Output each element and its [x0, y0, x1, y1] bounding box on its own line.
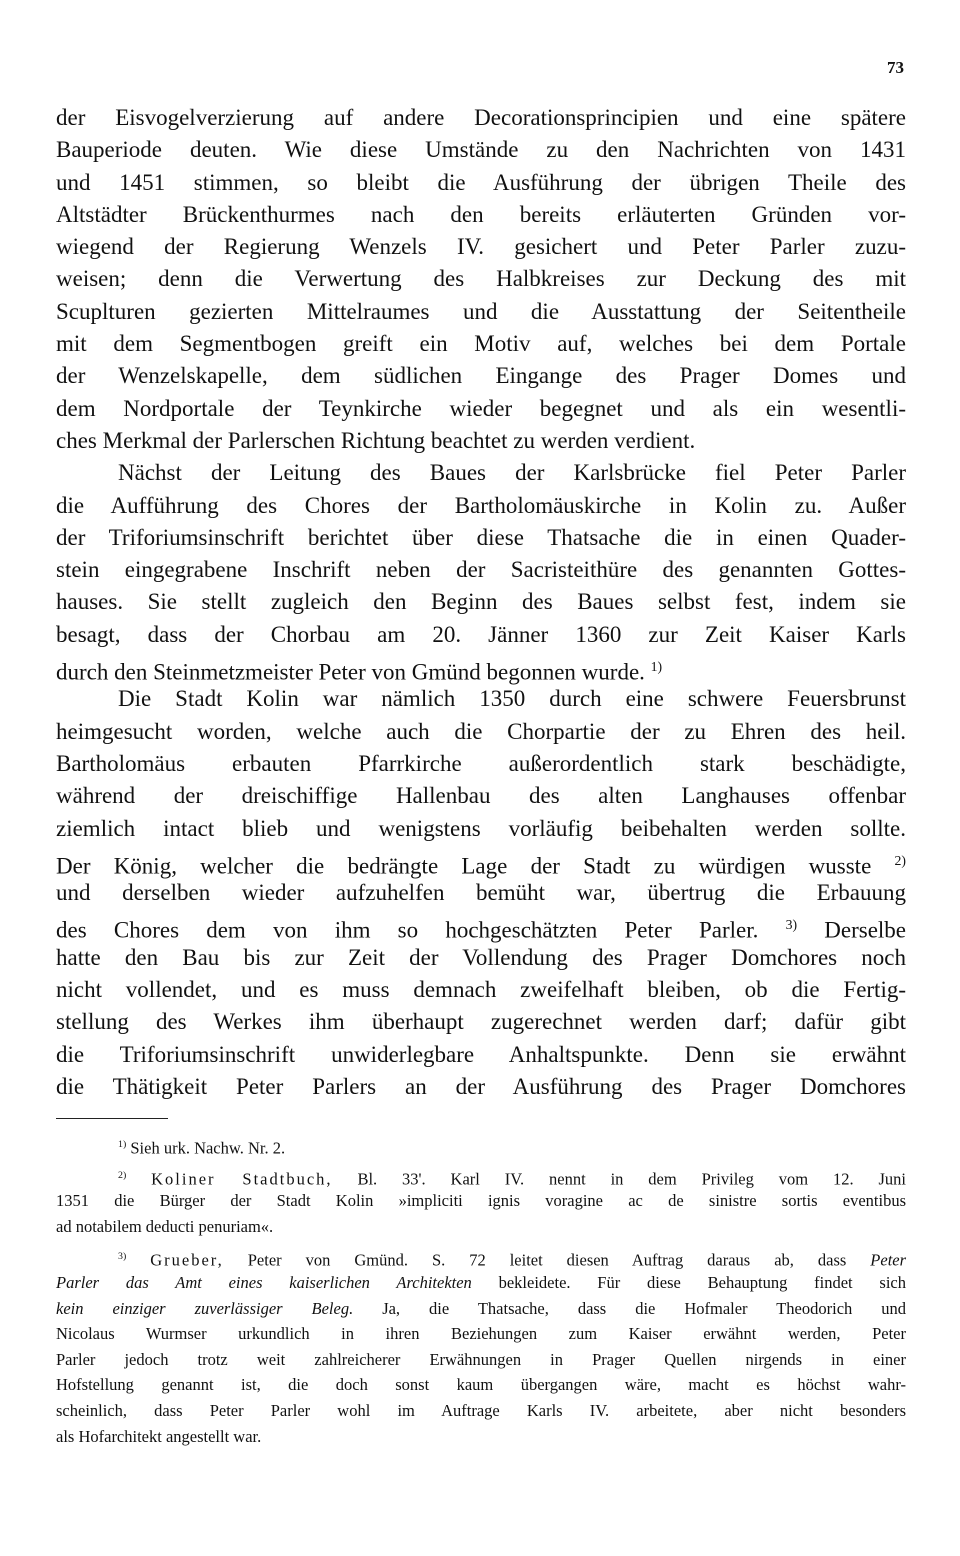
footnote-mark: 3)	[118, 1251, 127, 1263]
text-line: der Triforiumsinschrift berichtet über diese Thatsache die in einen Quader-	[56, 524, 906, 550]
footnote-line: 1351 die Bürger der Stadt Kolin »impliciti ignis voragine ac de sinistre sortis eventibus	[56, 1191, 906, 1211]
footnote-text: Bl. 33'. Karl IV. nennt in dem Privileg vom 12. Juni	[357, 1169, 906, 1189]
footnote-line: als Hofarchitekt angestellt war.	[56, 1426, 262, 1446]
footnote-mark: 2)	[118, 1169, 127, 1181]
text-line: stein eingegrabene Inschrift neben der Sacristeithüre des genannten Gottes-	[56, 557, 906, 583]
footnote-italic: Peter	[870, 1250, 907, 1270]
footnote-text: Ja, die Thatsache, dass die Hofmaler Theodorich und	[382, 1298, 906, 1318]
text-segment: des Chores dem von ihm so hochgeschätzten Peter Parler.	[56, 918, 759, 944]
text-line: dem Nordportale der Teynkirche wieder begegnet und als ein wesentli-	[56, 395, 906, 421]
text-line: Nächst der Leitung des Baues der Karlsbrücke fiel Peter Parler	[118, 460, 906, 486]
text-line: und 1451 stimmen, so bleibt die Ausführung der übrigen Theile des	[56, 169, 906, 195]
footnote-3	[56, 1244, 906, 1270]
footnote-author: Koliner Stadtbuch,	[151, 1169, 333, 1189]
text-line: Die Stadt Kolin war nämlich 1350 durch eine schwere Feuersbrunst	[118, 686, 906, 712]
text-line: und derselben wieder aufzuhelfen bemüht war, übertrug die Erbauung	[56, 880, 906, 906]
footnote-ref: 2)	[894, 852, 906, 868]
page-number: 73	[887, 58, 904, 77]
text-line-with-ref	[56, 909, 907, 944]
footnote-text: bekleidete. Für diese Behauptung findet sich	[498, 1272, 906, 1292]
text-line: besagt, dass der Chorbau am 20. Jänner 1360 zur Zeit Kaiser Karls	[56, 621, 906, 647]
footnote-line: Hofstellung genannt ist, die doch sonst kaum übergangen wäre, macht es höchst wahr-	[56, 1375, 906, 1395]
footnotes	[56, 1132, 906, 1449]
footnote-author: Grueber,	[150, 1250, 224, 1270]
main-text	[56, 102, 906, 1103]
text-line: stellung des Werkes ihm überhaupt zugerechnet werden darf; dafür gibt	[56, 1009, 906, 1035]
text-line: ziemlich intact blieb und wenigstens vorläufig beibehalten werden sollte.	[56, 815, 906, 841]
footnote-line: scheinlich, dass Peter Parler wohl im Auftrage Karls IV. arbeitete, aber nicht besonders	[56, 1400, 906, 1420]
text-segment: Derselbe	[824, 918, 907, 944]
text-line: die Triforiumsinschrift unwiderlegbare Anhaltspunkte. Denn sie erwähnt	[56, 1041, 906, 1067]
footnote-italic: Parler das Amt eines kaiserlichen Architekten	[56, 1272, 472, 1292]
footnote-ref: 1)	[650, 659, 663, 675]
text-line: Bauperiode deuten. Wie diese Umstände zu den Nachrichten von 1431	[56, 137, 906, 163]
footnote-1	[56, 1132, 906, 1158]
text-line: während der dreischiffige Hallenbau des alten Langhauses offenbar	[56, 783, 906, 809]
footnote-ref: 3)	[785, 917, 798, 933]
text-line: nicht vollendet, und es muss demnach zweifelhaft bleiben, ob die Fertig-	[56, 977, 906, 1003]
text-segment: Der König, welcher die bedrängte Lage der Stadt zu würdigen wusste	[56, 853, 872, 879]
text-line: ches Merkmal der Parlerschen Richtung beachtet zu werden verdient.	[56, 427, 696, 453]
text-line: der Eisvogelverzierung auf andere Decorationsprincipien und eine spätere	[56, 105, 906, 130]
footnote-divider	[56, 1118, 168, 1119]
text-line: heimgesucht worden, welche auch die Chorpartie der zu Ehren des heil.	[56, 718, 906, 744]
text-line: die Thätigkeit Peter Parlers an der Ausführung des Prager Domchores	[56, 1073, 906, 1099]
footnote-line: Parler jedoch trotz weit zahlreicherer Erwähnungen in Prager Quellen nirgends in einer	[56, 1349, 906, 1369]
text-line: weisen; denn die Verwertung des Halbkreises zur Deckung des mit	[56, 266, 906, 292]
text-line: der Wenzelskapelle, dem südlichen Eingange des Prager Domes und	[56, 363, 906, 389]
text-line: die Aufführung des Chores der Bartholomäuskirche in Kolin zu. Außer	[56, 492, 906, 518]
text-line-with-ref	[56, 651, 906, 683]
footnote-italic: kein einziger zuverlässiger Beleg.	[56, 1298, 354, 1318]
text-segment: durch den Steinmetzmeister Peter von Gmünd begonnen wurde.	[56, 659, 645, 685]
footnote-text: Sieh urk. Nachw. Nr. 2.	[130, 1138, 286, 1158]
text-line: hatte den Bau bis zur Zeit der Vollendung des Prager Domchores noch	[56, 944, 906, 970]
text-line: mit dem Segmentbogen greift ein Motiv auf, welches bei dem Portale	[56, 331, 906, 357]
text-line: Bartholomäus erbauten Pfarrkirche außerordentlich stark beschädigte,	[56, 750, 906, 776]
text-line-with-ref	[56, 845, 906, 877]
footnote-line: ad notabilem deducti penuriam«.	[56, 1216, 274, 1236]
footnote-mark: 1)	[118, 1139, 127, 1150]
text-line: hauses. Sie stellt zugleich den Beginn des Baues selbst fest, indem sie	[56, 589, 906, 615]
footnote-2	[56, 1163, 906, 1189]
footnote-text: Peter von Gmünd. S. 72 leitet diesen Auftrag daraus ab, dass	[247, 1250, 847, 1270]
footnote-line: Nicolaus Wurmser urkundlich in ihren Beziehungen zum Kaiser erwähnt werden, Peter	[56, 1324, 906, 1344]
footnote-line	[56, 1296, 906, 1322]
text-line: Scuplturen gezierten Mittelraumes und die Ausstattung der Seitentheile	[56, 298, 906, 324]
text-line: wiegend der Regierung Wenzels IV. gesichert und Peter Parler zuzu-	[56, 234, 906, 260]
text-line: Altstädter Brückenthurmes nach den bereits erläuterten Gründen vor-	[56, 201, 906, 227]
footnote-line	[56, 1270, 906, 1296]
